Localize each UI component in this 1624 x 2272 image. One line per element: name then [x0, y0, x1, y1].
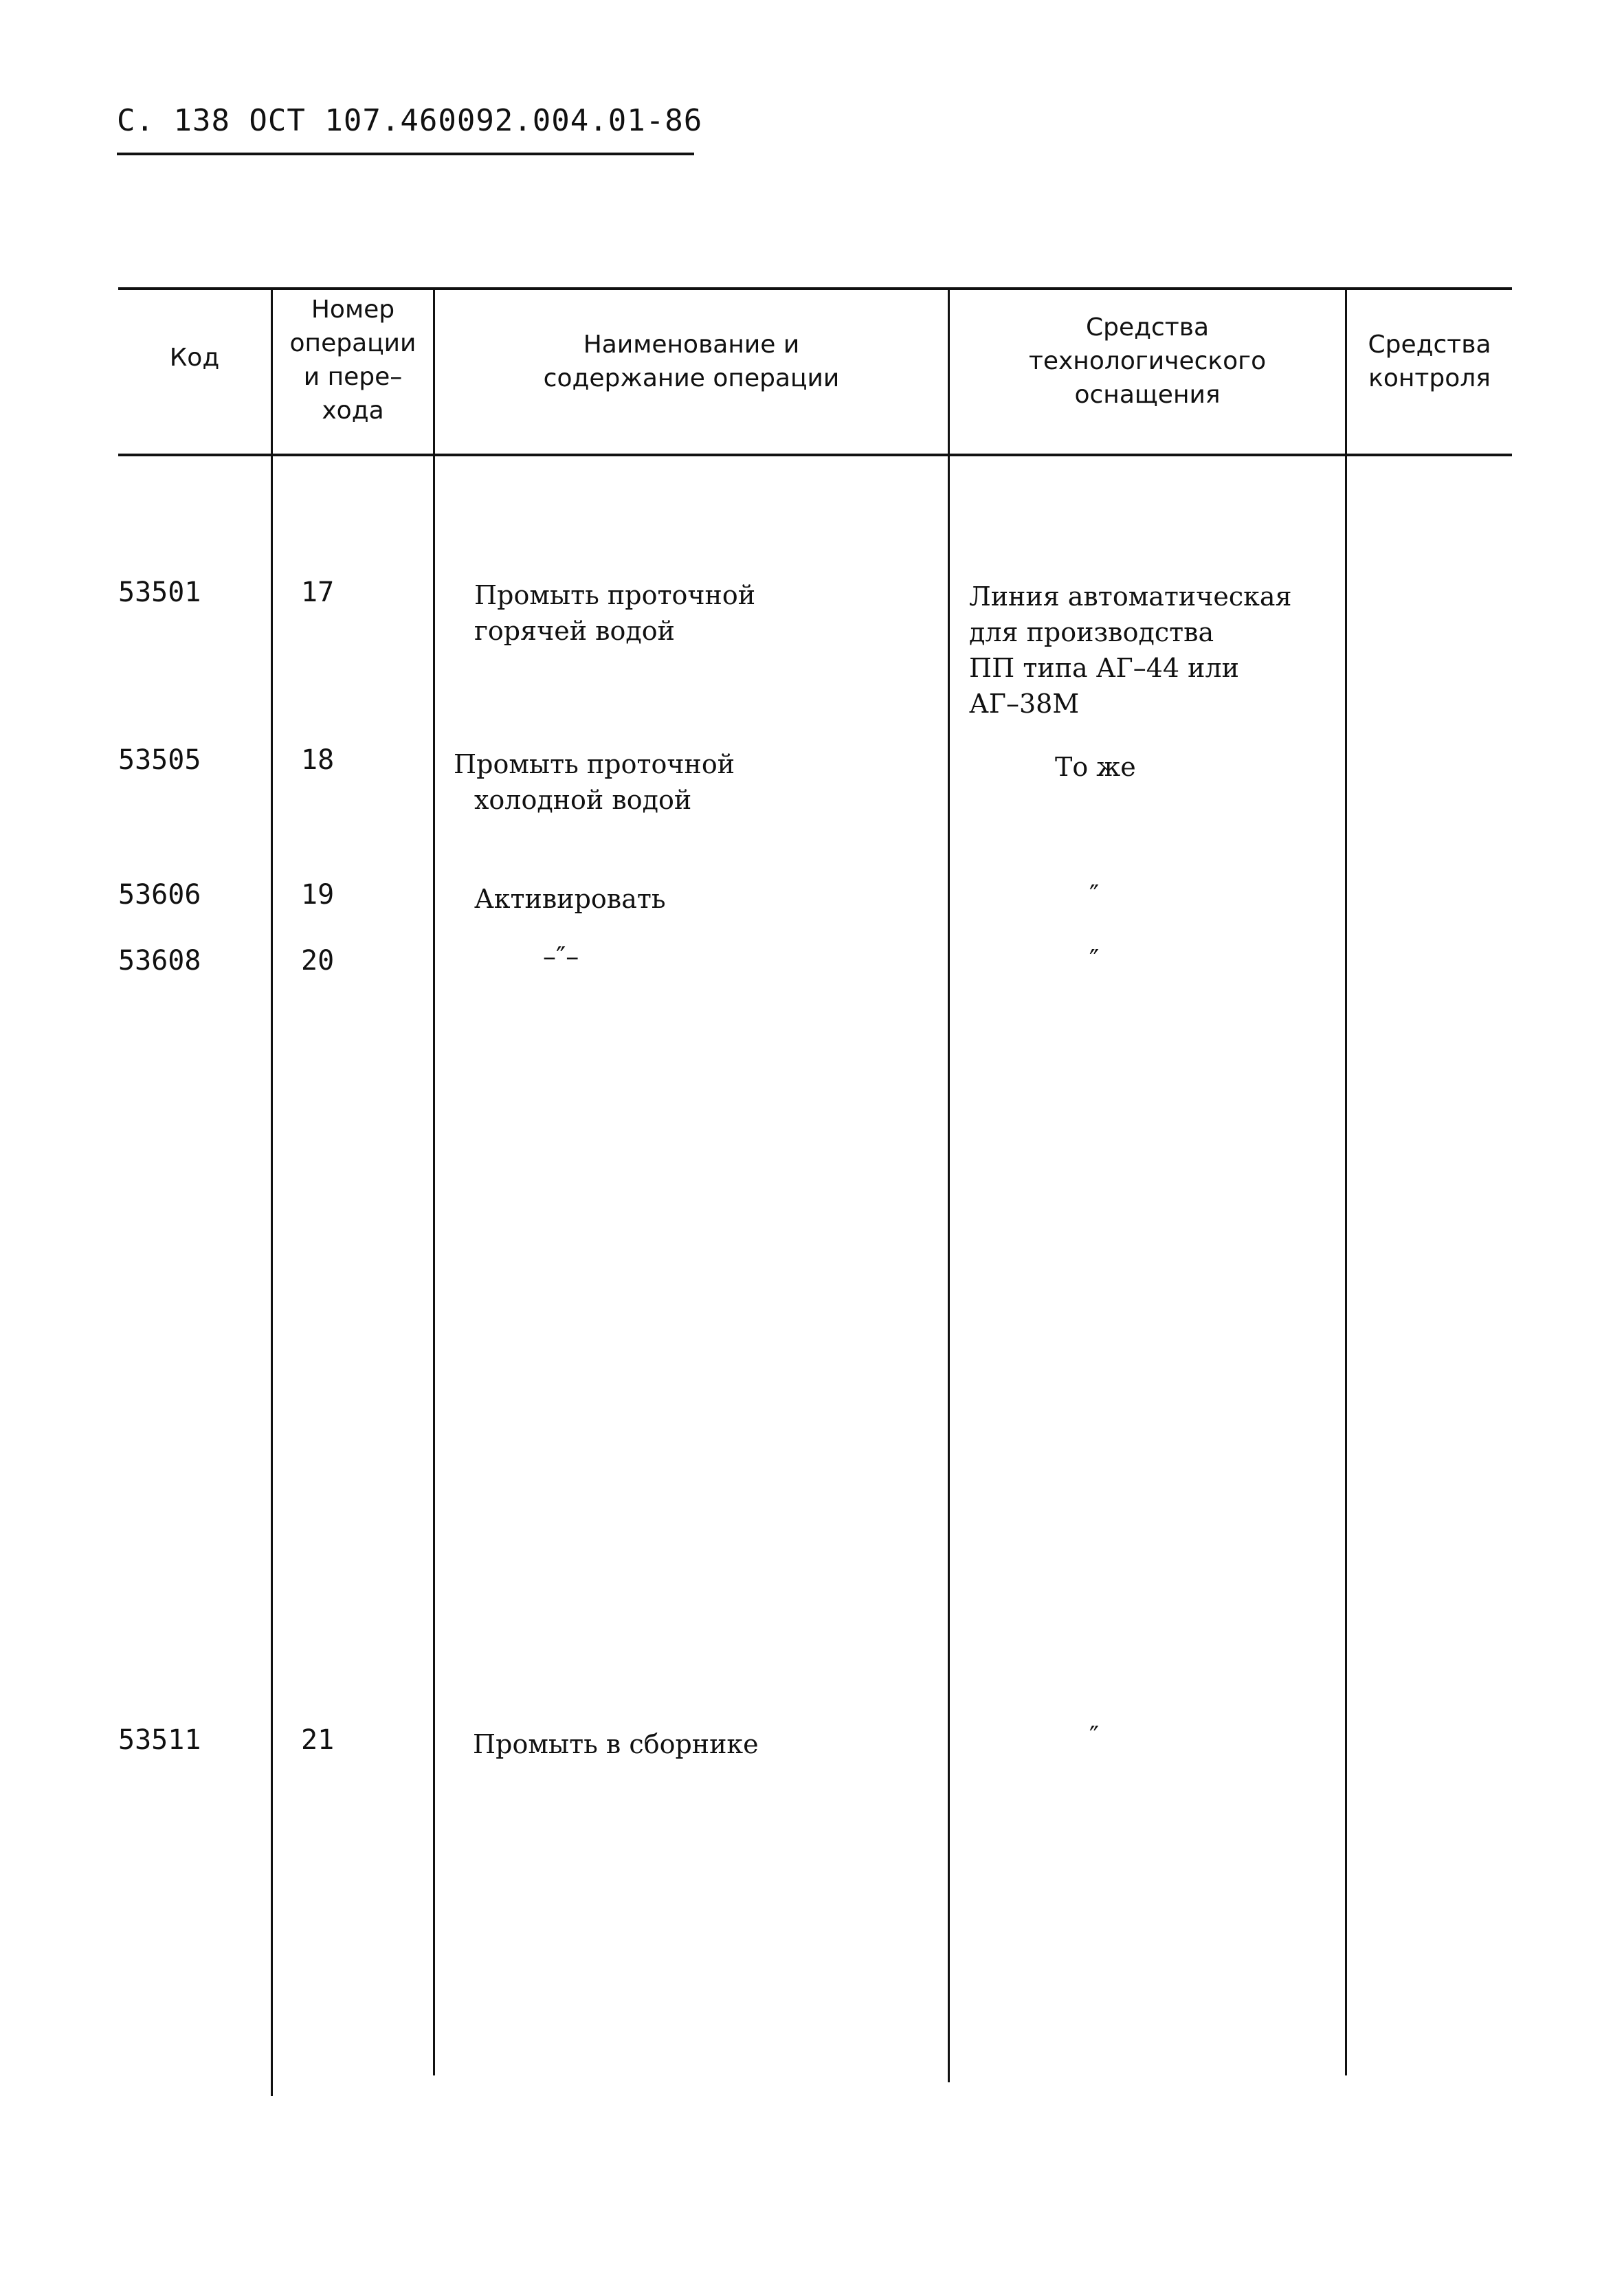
row-name	[454, 746, 735, 818]
row-name	[474, 881, 666, 917]
row-equipment	[1089, 942, 1099, 977]
header-code-line: Код	[169, 344, 220, 372]
row-name-line: холодной водой	[474, 785, 692, 815]
header-control-line: Средства	[1368, 331, 1491, 359]
row-equipment-line: ″	[1089, 1721, 1100, 1751]
header-name-line: Наименование и	[583, 331, 800, 359]
row-op-number: 20	[301, 945, 335, 977]
row-equipment	[1089, 877, 1099, 913]
header-op-line: операции	[289, 329, 416, 357]
row-name-line: Активировать	[474, 884, 666, 914]
row-name-line: горячей водой	[474, 616, 675, 646]
column-divider-4	[1345, 289, 1347, 2075]
row-op-number: 21	[301, 1724, 335, 1756]
row-op-number: 18	[301, 744, 335, 776]
header-op-line: хода	[322, 397, 384, 425]
row-code: 53606	[118, 879, 201, 911]
row-code: 53505	[118, 744, 201, 776]
row-equipment-line: для производства	[969, 617, 1214, 647]
page-header: С. 138 ОСТ 107.460092.004.01-86	[117, 103, 703, 138]
row-equipment-line: ПП типа АГ–44 или	[969, 653, 1239, 683]
row-equipment-line: ″	[1089, 880, 1100, 910]
header-equipment-line: Средства	[1085, 313, 1210, 342]
row-code: 53511	[118, 1724, 201, 1756]
column-divider-3	[948, 289, 950, 2082]
column-divider-1	[271, 289, 273, 2096]
header-control	[1347, 328, 1512, 395]
row-code: 53501	[118, 577, 201, 608]
header-equipment-line: технологического	[1028, 347, 1267, 375]
header-equipment	[950, 311, 1345, 412]
column-divider-2	[433, 289, 435, 2075]
row-equipment-line: То же	[1055, 752, 1136, 782]
row-equipment	[969, 579, 1292, 722]
row-equipment-line: ″	[1089, 944, 1100, 974]
row-name	[474, 577, 755, 649]
row-op-number: 17	[301, 577, 335, 608]
header-op-number	[273, 293, 433, 427]
header-underline	[117, 153, 694, 155]
row-equipment	[1055, 749, 1136, 785]
header-code	[118, 341, 271, 375]
row-equipment-line: АГ–38М	[969, 689, 1080, 719]
header-control-line: контроля	[1368, 364, 1491, 392]
header-equipment-line: оснащения	[1074, 381, 1221, 409]
row-equipment	[1089, 1718, 1099, 1754]
row-name	[473, 1726, 759, 1762]
header-name-line: содержание операции	[543, 364, 840, 392]
row-name	[543, 939, 579, 974]
row-op-number: 19	[301, 879, 335, 911]
header-name	[435, 328, 948, 395]
row-equipment-line: Линия автоматическая	[969, 581, 1292, 612]
header-op-line: и пере–	[303, 363, 403, 391]
row-code: 53608	[118, 945, 201, 977]
header-op-line: Номер	[311, 296, 395, 324]
row-name-line: Промыть проточной	[454, 749, 735, 779]
row-name-line: Промыть проточной	[474, 580, 756, 610]
table-header-rule	[118, 454, 1512, 456]
row-name-line: –″–	[543, 942, 579, 972]
table-top-rule	[118, 287, 1512, 290]
row-name-line: Промыть в сборнике	[473, 1729, 759, 1759]
